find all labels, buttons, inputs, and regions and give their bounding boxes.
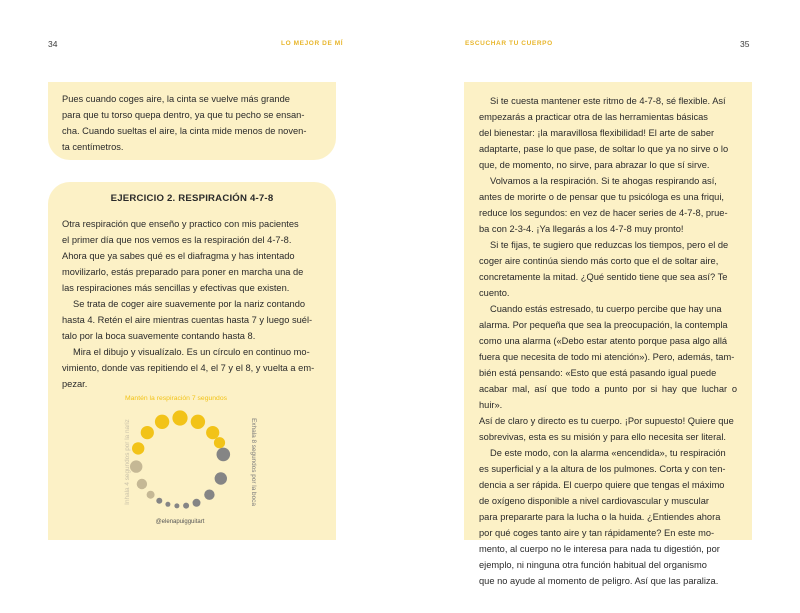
text-line: pezar.	[62, 379, 88, 389]
text-line: sobrevivas, esta es su misión y para ello necesita ser literal.	[479, 432, 726, 442]
breath-dot	[193, 499, 201, 507]
page-number-left: 34	[48, 39, 58, 49]
breath-dot	[217, 448, 231, 462]
text-line: Mira el dibujo y visualízalo. Es un círculo en continuo mo-	[73, 347, 310, 357]
text-line: Pues cuando coges aire, la cinta se vuelve más grande	[62, 94, 290, 104]
text-line: bién está pensando: «Esto que está pasando igual puede	[479, 368, 717, 378]
text-line: coger aire continúa siendo más corto que el de soltar aire,	[479, 256, 719, 266]
breath-dot	[156, 498, 162, 504]
text-line: las respiraciones más sencillas y efectivas que existen.	[62, 283, 290, 293]
text-line: ba con 2-3-4. ¡Ya llegarás a los 4-7-8 muy pronto!	[479, 224, 684, 234]
hold-label: Mantén la respiración 7 segundos	[124, 395, 228, 402]
body-paragraph-4	[479, 301, 737, 445]
body-paragraph-2	[479, 173, 737, 237]
breath-dot	[155, 415, 169, 429]
breath-dot	[132, 442, 144, 454]
text-line: por qué coges tanto aire y tan rápidamente? En este mo-	[479, 528, 715, 538]
text-line: de oxígeno disponible a nivel cardiovascular y muscular	[479, 496, 709, 506]
text-line: Si te fijas, te sugiero que reduzcas los tiempos, pero el de	[490, 240, 729, 250]
text-line: fuera que necesita de todo mi atención»). Pero, además, tam-	[479, 352, 735, 362]
text-line: es superficial y a la altura de los pulmones. Corta y con ten-	[479, 464, 726, 474]
breathing-dots	[130, 410, 230, 508]
breath-dot	[215, 472, 227, 484]
continued-text-box	[48, 82, 336, 160]
breath-dot	[172, 410, 187, 425]
breath-dot	[174, 503, 179, 508]
text-line: Cuando estás estresado, tu cuerpo percibe que hay una	[490, 304, 722, 314]
text-line: acabar mal, así que todo a punto por si hay que luchar o huir».	[479, 384, 737, 410]
body-text-box	[464, 82, 752, 586]
text-line: De este modo, con la alarma «encendida», tu respiración	[490, 448, 726, 458]
text-line: alarma. Por pequeña que sea la preocupación, la contempla	[479, 320, 728, 330]
text-line: Ahora que ya sabes qué es el diafragma y has intentado	[62, 251, 295, 261]
text-line: empezarás a practicar otra de las herramientas básicas	[479, 112, 708, 122]
text-line: Si te cuesta mantener este ritmo de 4-7-8, sé flexible. Así	[490, 96, 726, 106]
running-header-right: ESCUCHAR TU CUERPO	[465, 40, 553, 47]
exercise-title: EJERCICIO 2. RESPIRACIÓN 4-7-8	[110, 193, 274, 204]
text-line: reduce los segundos: en vez de hacer series de 4-7-8, prue-	[479, 208, 728, 218]
text-line: del bienestar: ¡la maravillosa flexibilidad! El arte de saber	[479, 128, 715, 138]
exercise-paragraph-1	[62, 216, 322, 296]
breath-dot	[130, 460, 142, 472]
text-line: Otra respiración que enseño y practico con mis pacientes	[62, 219, 299, 229]
text-line: Así de claro y directo es tu cuerpo. ¡Por supuesto! Quiere que	[479, 416, 734, 426]
text-line: como una alarma («Debo estar atento porque pasa algo allá	[479, 336, 728, 346]
text-line: que no ayude al momento de peligro. Así que las paraliza.	[479, 576, 719, 586]
breath-dot	[165, 502, 170, 507]
text-line: ta centímetros.	[62, 142, 124, 152]
text-line: Volvamos a la respiración. Si te ahogas respirando así,	[490, 176, 717, 186]
text-line: para prepararte para la lucha o la huida. ¿Entiendes ahora	[479, 512, 721, 522]
text-line: para que tu torso quepa dentro, ya que tu pecho se ensan-	[62, 110, 305, 120]
text-line: dencia a ser rápida. El cuerpo quiere que tengas el máximo	[479, 480, 725, 490]
text-line: ejemplo, ni ninguna otra función habitual del organismo	[479, 560, 707, 570]
body-paragraph-1	[479, 93, 737, 173]
text-line: Se trata de coger aire suavemente por la nariz contando	[73, 299, 306, 309]
breathing-circle-diagram	[72, 392, 292, 528]
text-line: cuento.	[479, 288, 510, 298]
exhale-label: Exhala 8 segundos por la boca	[250, 418, 257, 506]
text-line: talo por la boca suavemente contando hasta 8.	[62, 331, 256, 341]
text-line: vimiento, donde vas repitiendo el 4, el 7 y el 8, y vuelta a em-	[62, 363, 315, 373]
text-line: cha. Cuando sueltas el aire, la cinta mide menos de noven-	[62, 126, 307, 136]
right-page	[400, 0, 800, 613]
page-number-right: 35	[740, 39, 750, 49]
text-line: el primer día que nos vemos es la respiración del 4-7-8.	[62, 235, 292, 245]
exercise-paragraph-3	[62, 344, 322, 392]
continued-paragraph	[62, 91, 322, 155]
body-paragraph-3	[479, 237, 737, 301]
text-line: hasta 4. Retén el aire mientras cuentas hasta 7 y luego suél-	[62, 315, 313, 325]
text-line: antes de morirte o de pensar que tu psicóloga es una friqui,	[479, 192, 724, 202]
text-line: mento, al cuerpo no le interesa para nada tu digestión, por	[479, 544, 720, 554]
text-line: adaptarte, pase lo que pase, de soltar lo que ya no sirve o lo	[479, 144, 729, 154]
breath-dot	[204, 490, 214, 500]
inhale-label: Inhala 4 segundos por la nariz	[124, 419, 131, 505]
breath-dot	[206, 426, 219, 439]
breath-dot	[147, 491, 155, 499]
breath-dot	[183, 503, 189, 509]
breath-dot	[137, 479, 147, 489]
author-credit: @elenapuigguitart	[155, 519, 205, 525]
text-line: concretamente la mitad. ¿Qué sentido tiene que sea así? Te	[479, 272, 728, 282]
text-line: movilizarlo, estás preparado para poner en marcha una de	[62, 267, 304, 277]
breath-dot	[141, 426, 154, 439]
breath-dot	[214, 437, 225, 448]
breath-dot	[191, 415, 205, 429]
body-paragraph-5	[479, 445, 737, 589]
running-header-left: LO MEJOR DE MÍ	[281, 40, 344, 47]
exercise-paragraph-2	[62, 296, 322, 344]
text-line: que, de momento, no sirve, para abrazar lo que sí sirve.	[479, 160, 710, 170]
